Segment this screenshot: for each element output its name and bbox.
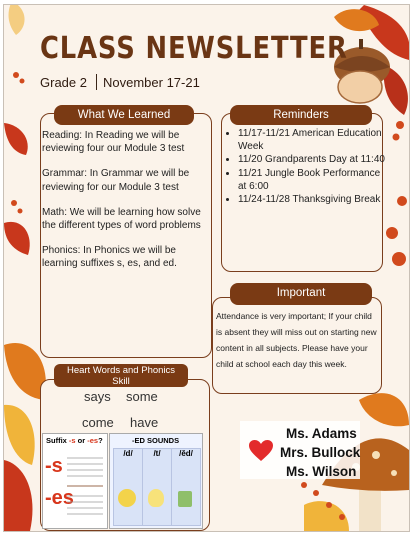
yellow-leaf-top-left — [9, 5, 25, 35]
ed-sound-label: /d/ — [123, 449, 133, 458]
important-text: Attendance is very important; If your child is absent they will miss out on starting new content in all subjects. Please have your child at school each day this week. — [216, 311, 377, 369]
reminder-item: • 11/17-11/21 American Education Week — [238, 127, 386, 153]
what-we-learned-heading: What We Learned — [54, 105, 194, 125]
reminder-item: • 11/21 Jungle Book Performance at 6:00 — [238, 167, 386, 193]
reminder-item: • 11/24-11/28 Thanksgiving Break — [238, 193, 386, 206]
suffix-word-lines — [67, 448, 105, 526]
suffix-s-label: -s — [45, 455, 63, 477]
heart-words-heading-line2: Skill — [112, 376, 130, 387]
heart-icon — [248, 439, 274, 463]
heart-word: says — [84, 389, 111, 404]
reminders-heading: Reminders — [230, 105, 372, 125]
math-paragraph: Math: We will be learning how solve the different types of word problems — [42, 206, 201, 232]
teacher-name: Mrs. Bullock — [280, 445, 361, 460]
ed-sound-label: /t/ — [153, 449, 161, 458]
ed-sound-column — [142, 448, 172, 526]
reminders-list — [226, 127, 386, 206]
chick-icon — [148, 489, 164, 507]
plant-pot-icon — [178, 491, 192, 507]
ed-sound-column — [113, 448, 143, 526]
suffix-s-es-card — [42, 433, 108, 529]
red-leaf-bottom-left — [4, 460, 32, 531]
red-leaf-left-mid — [4, 222, 30, 255]
red-leaf-left-top — [4, 123, 28, 155]
what-we-learned-content — [42, 129, 210, 283]
grammar-paragraph: Grammar: In Grammar we will be reviewing for our Module 3 test — [42, 168, 190, 193]
grade-label: Grade 2 — [40, 75, 87, 90]
newsletter-page — [3, 4, 410, 532]
newsletter-title: CLASS NEWSLETTER — [40, 31, 348, 66]
header-divider — [96, 74, 97, 90]
ed-sound-column — [171, 448, 201, 526]
teacher-name: Ms. Wilson — [286, 464, 357, 479]
ed-sounds-title: -ED SOUNDS — [132, 436, 180, 445]
week-dates: November 17-21 — [103, 75, 200, 90]
heart-words-heading-line1: Heart Words and Phonics — [66, 365, 176, 376]
heart-word: come — [82, 415, 114, 430]
reading-paragraph: Reading: In Reading we will be reviewing four our Module 3 test — [42, 130, 185, 155]
heart-word: have — [130, 415, 159, 430]
suffix-es-label: -es — [45, 487, 74, 509]
teacher-name: Ms. Adams — [286, 426, 357, 441]
orange-leaf-bottom-right — [359, 393, 409, 426]
yellow-leaf-bottom-left — [4, 405, 35, 465]
heart-words-heading — [54, 364, 188, 387]
ed-sounds-card — [109, 433, 203, 529]
important-heading: Important — [230, 283, 372, 305]
reminder-item: • 11/20 Grandparents Day at 11:40 — [238, 153, 386, 166]
heart-word: some — [126, 389, 158, 404]
phonics-paragraph: Phonics: In Phonics we will be learning suffixes s, es, and ed. — [42, 245, 177, 270]
suffix-card-title: Suffix -s or -es? — [46, 436, 103, 445]
berries-top-right — [386, 121, 407, 266]
ed-sound-label: /ěd/ — [179, 449, 193, 458]
bee-icon — [118, 489, 136, 507]
